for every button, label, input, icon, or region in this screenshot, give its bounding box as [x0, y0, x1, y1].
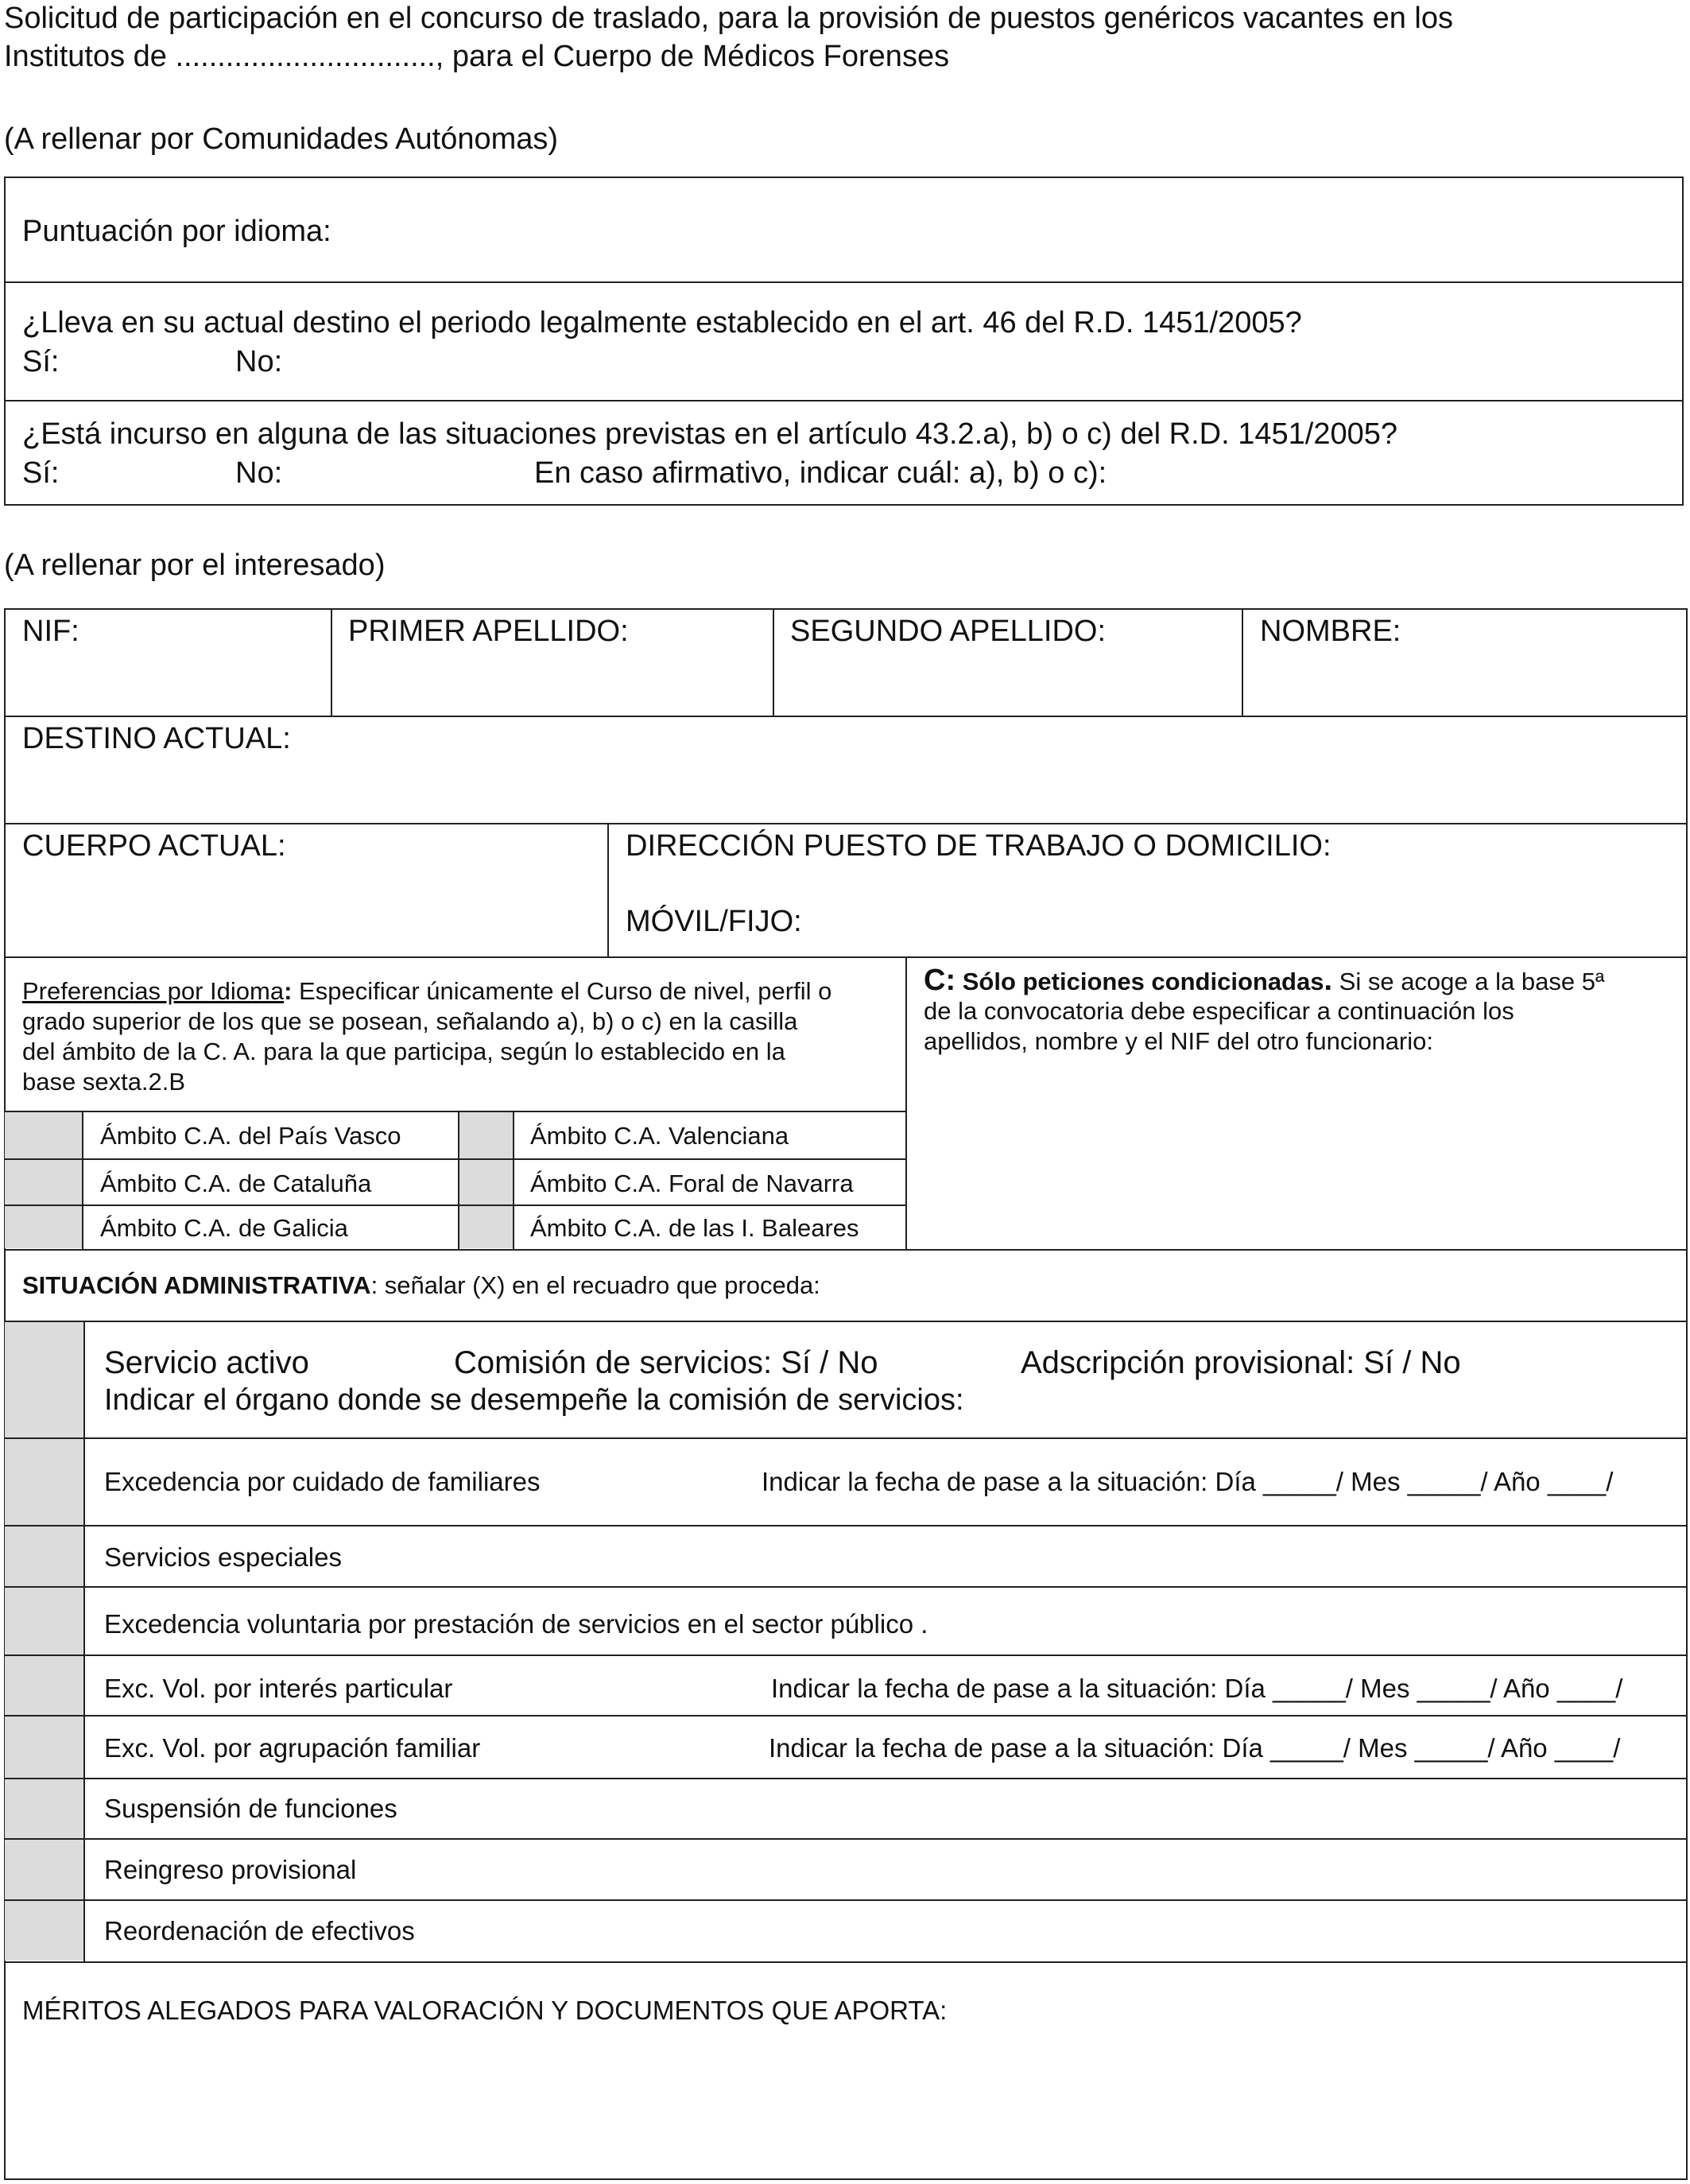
ambito-navarra-label: Ámbito C.A. Foral de Navarra [530, 1170, 854, 1197]
condicionadas-line-3: apellidos, nombre y el NIF del otro funcionario: [924, 1027, 1433, 1055]
destino-actual-field[interactable]: DESTINO ACTUAL: [22, 722, 291, 755]
servicios-especiales-label: Servicios especiales [104, 1542, 342, 1572]
meritos-label: MÉRITOS ALEGADOS PARA VALORACIÓN Y DOCUMENTOS QUE APORTA: [22, 1996, 948, 2025]
fecha-pase-interes-particular[interactable]: Indicar la fecha de pase a la situación: Día _____/ Mes _____/ Año ____/ [771, 1674, 1623, 1703]
adscripcion-provisional-label: Adscripción provisional: Sí / No [1021, 1345, 1461, 1380]
excedencia-sector-publico-label: Excedencia voluntaria por prestación de servicios en el sector público . [104, 1609, 928, 1639]
ambito-galicia-box[interactable] [5, 1208, 82, 1247]
servicio-activo-label: Servicio activo [104, 1345, 309, 1380]
segundo-apellido-field[interactable]: SEGUNDO APELLIDO: [790, 615, 1107, 648]
ambito-baleares-label: Ámbito C.A. de las I. Baleares [530, 1214, 859, 1242]
preferencias-line-4: base sexta.2.B [22, 1068, 186, 1096]
preferencias-line-1: Preferencias por Idioma: Especificar únicamente el Curso de nivel, perfil o [22, 977, 832, 1005]
nombre-field[interactable]: NOMBRE: [1260, 615, 1401, 648]
preferencias-line-2: grado superior de los que se posean, señalando a), b) o c) en la casilla [22, 1007, 798, 1035]
section-ca-label: (A rellenar por Comunidades Autónomas) [4, 122, 559, 156]
ambito-cataluna-box[interactable] [5, 1162, 82, 1203]
excedencia-familiares-checkbox[interactable] [5, 1439, 83, 1524]
primer-apellido-field[interactable]: PRIMER APELLIDO: [348, 615, 629, 648]
form-title-line-2: Institutos de ..............................., para el Cuerpo de Médicos Forenses [4, 40, 950, 73]
condicionadas-line-2: de la convocatoria debe especificar a continuación los [924, 997, 1514, 1025]
ambito-pais-vasco-box[interactable] [5, 1115, 82, 1157]
fecha-pase-agrupacion-familiar[interactable]: Indicar la fecha de pase a la situación: Día _____/ Mes _____/ Año ____/ [769, 1733, 1621, 1763]
q1-si-label: Sí: [22, 345, 60, 378]
reingreso-provisional-label: Reingreso provisional [104, 1855, 357, 1884]
ambito-pais-vasco-label: Ámbito C.A. del País Vasco [100, 1122, 401, 1150]
condicionadas-line-1: C: Sólo peticiones condicionadas. Si se acoge a la base 5ª [924, 964, 1605, 997]
form-title-line-1: Solicitud de participación en el concurso de traslado, para la provisión de puestos genéricos vacantes en los [4, 2, 1453, 35]
fecha-pase-familiares[interactable]: Indicar la fecha de pase a la situación: Día _____/ Mes _____/ Año ____/ [762, 1467, 1614, 1496]
q1-no-label: No: [235, 345, 283, 378]
exc-interes-particular-checkbox[interactable] [5, 1656, 83, 1714]
preferencias-line-3: del ámbito de la C. A. para la que participa, según lo establecido en la [22, 1038, 785, 1065]
ambito-cataluna-label: Ámbito C.A. de Cataluña [100, 1170, 372, 1197]
situaciones-question: ¿Está incurso en alguna de las situaciones previstas en el artículo 43.2.a), b) o c) del R.D. 1451/2005? [22, 417, 1397, 451]
indicar-organo-label: Indicar el órgano donde se desempeñe la comisión de servicios: [104, 1383, 964, 1417]
q2-si-label: Sí: [22, 456, 60, 490]
puntuacion-idioma-label: Puntuación por idioma: [22, 215, 331, 248]
servicio-activo-checkbox[interactable] [5, 1322, 83, 1437]
exc-agrupacion-familiar-label: Exc. Vol. por agrupación familiar [104, 1733, 481, 1763]
ambito-valenciana-box[interactable] [459, 1115, 513, 1157]
ambito-baleares-box[interactable] [459, 1208, 513, 1247]
ambito-valenciana-label: Ámbito C.A. Valenciana [530, 1122, 789, 1150]
ambito-galicia-label: Ámbito C.A. de Galicia [100, 1214, 348, 1242]
periodo-legal-question: ¿Lleva en su actual destino el periodo legalmente establecido en el art. 46 del R.D. 1451/2005? [22, 306, 1302, 339]
reordenacion-efectivos-checkbox[interactable] [5, 1901, 83, 1961]
comision-servicios-label: Comisión de servicios: Sí / No [454, 1345, 878, 1380]
movil-fijo-field[interactable]: MÓVIL/FIJO: [626, 905, 802, 938]
q2-no-label: No: [235, 456, 283, 490]
excedencia-sector-publico-checkbox[interactable] [5, 1588, 83, 1654]
nif-field[interactable]: NIF: [22, 615, 79, 648]
reingreso-provisional-checkbox[interactable] [5, 1840, 83, 1899]
cuerpo-actual-field[interactable]: CUERPO ACTUAL: [22, 829, 286, 863]
servicios-especiales-checkbox[interactable] [5, 1526, 83, 1585]
caso-afirmativo-label: En caso afirmativo, indicar cuál: a), b) o c): [534, 456, 1107, 490]
meritos-field[interactable] [6, 2035, 1684, 2177]
direccion-field[interactable]: DIRECCIÓN PUESTO DE TRABAJO O DOMICILIO: [626, 829, 1331, 863]
reordenacion-efectivos-label: Reordenación de efectivos [104, 1916, 415, 1945]
ambito-navarra-box[interactable] [459, 1162, 513, 1203]
exc-interes-particular-label: Exc. Vol. por interés particular [104, 1674, 453, 1703]
section-interesado-label: (A rellenar por el interesado) [4, 549, 386, 582]
excedencia-familiares-label: Excedencia por cuidado de familiares [104, 1467, 541, 1496]
suspension-funciones-label: Suspensión de funciones [104, 1794, 397, 1823]
suspension-funciones-checkbox[interactable] [5, 1779, 83, 1837]
exc-agrupacion-familiar-checkbox[interactable] [5, 1717, 83, 1777]
situacion-administrativa-title: SITUACIÓN ADMINISTRATIVA: señalar (X) en el recuadro que proceda: [22, 1271, 820, 1299]
